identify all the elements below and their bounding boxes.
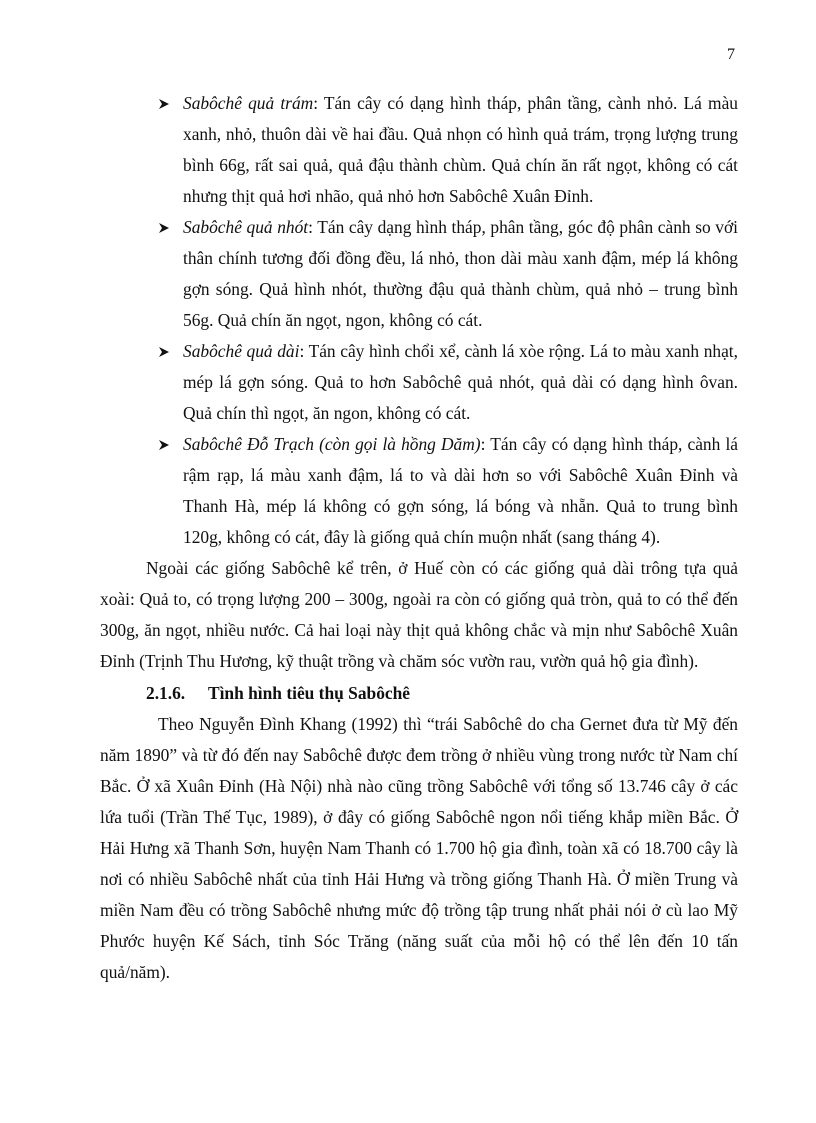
paragraph-consumption: Theo Nguyễn Đình Khang (1992) thì “trái Sabôchê do cha Gernet đưa từ Mỹ đến năm 1890” và từ đó đến nay Sabôchê được đem trồng ở nhiều vùng trong nước từ Nam chí Bắc. Ở xã Xuân Đỉnh (Hà Nội) nhà nào cũng trồng Sabôchê với tổng số 13.746 cây ở các lứa tuổi (Trần Thế Tục, 1989), ở đây có giống Sabôchê ngon nổi tiếng khắp miền Bắc. Ở Hải Hưng xã Thanh Sơn, huyện Nam Thanh có 1.700 hộ gia đình, toàn xã có 18.700 cây là nơi có nhiều Sabôchê nhất của tỉnh Hải Hưng và trồng giống Thanh Hà. Ở miền Trung và miền Nam đều có trồng Sabôchê nhưng mức độ trồng tập trung nhất phải nói ở cù lao Mỹ Phước huyện Kế Sách, tỉnh Sóc Trăng (năng suất của mỗi hộ có thể lên đến 10 tấn quả/năm). — [100, 714, 738, 982]
list-item-variety — [146, 429, 738, 553]
arrowhead-bullet-icon — [158, 212, 170, 243]
variety-name: Sabôchê quả trám — [183, 93, 314, 113]
list-item-variety — [146, 336, 738, 429]
section-heading — [146, 678, 738, 709]
arrowhead-bullet-icon — [158, 88, 170, 119]
arrowhead-bullet-icon — [158, 336, 170, 367]
variety-name: Sabôchê quả nhót — [183, 217, 309, 237]
variety-description: : Tán cây có dạng hình tháp, phân tầng, cành nhỏ. Lá màu xanh, nhỏ, thuôn dài về hai đầu. Quả nhọn có hình quả trám, trọng lượng trung bình 66g, rất sai quả, quả đậu thành chùm. Quả chín ăn rất ngọt, không có cát nhưng thịt quả hơi nhão, quả nhỏ hơn Sabôchê Xuân Đỉnh. — [183, 93, 738, 206]
arrowhead-bullet-icon — [158, 429, 170, 460]
variety-description: : Tán cây dạng hình tháp, phân tầng, góc độ phân cành so với thân chính tương đối đồng đều, lá nhỏ, thon dài màu xanh đậm, mép lá không gợn sóng. Quả hình nhót, thường đậu quả thành chùm, quả nhỏ – trung bình 56g. Quả chín ăn ngọt, ngon, không có cát. — [183, 217, 738, 330]
variety-name: Sabôchê quả dài — [183, 341, 300, 361]
variety-description: : Tán cây có dạng hình tháp, cành lá rậm rạp, lá màu xanh đậm, lá to và dài hơn so với Sabôchê Xuân Đỉnh và Thanh Hà, mép lá không có gợn sóng, lá bóng và nhẵn. Quả to trung bình 120g, không có cát, đây là giống quả chín muộn nhất (sang tháng 4). — [183, 434, 738, 547]
document-body — [100, 88, 738, 988]
variety-description: : Tán cây hình chổi xể, cành lá xòe rộng. Lá to màu xanh nhạt, mép lá gợn sóng. Quả to hơn Sabôchê quả nhót, quả dài có dạng hình ôvan. Quả chín thì ngọt, ăn ngon, không có cát. — [183, 341, 738, 423]
section-title: Tình hình tiêu thụ Sabôchê — [208, 683, 411, 703]
paragraph-other-varieties: Ngoài các giống Sabôchê kể trên, ở Huế còn có các giống quả dài trông tựa quả xoài: Quả to, có trọng lượng 200 – 300g, ngoài ra còn có giống quả tròn, quả to có thể đến 300g, ăn ngọt, nhiều nước. Cả hai loại này thịt quả không chắc và mịn như Sabôchê Xuân Đỉnh (Trịnh Thu Hương, kỹ thuật trồng và chăm sóc vườn rau, vườn quả hộ gia đình). — [100, 558, 738, 671]
section-number: 2.1.6. — [146, 683, 186, 703]
list-item-variety — [146, 88, 738, 212]
list-item-variety — [146, 212, 738, 336]
variety-name: Sabôchê Đỗ Trạch (còn gọi là hồng Dăm) — [183, 434, 481, 454]
page-number: 7 — [727, 46, 735, 63]
